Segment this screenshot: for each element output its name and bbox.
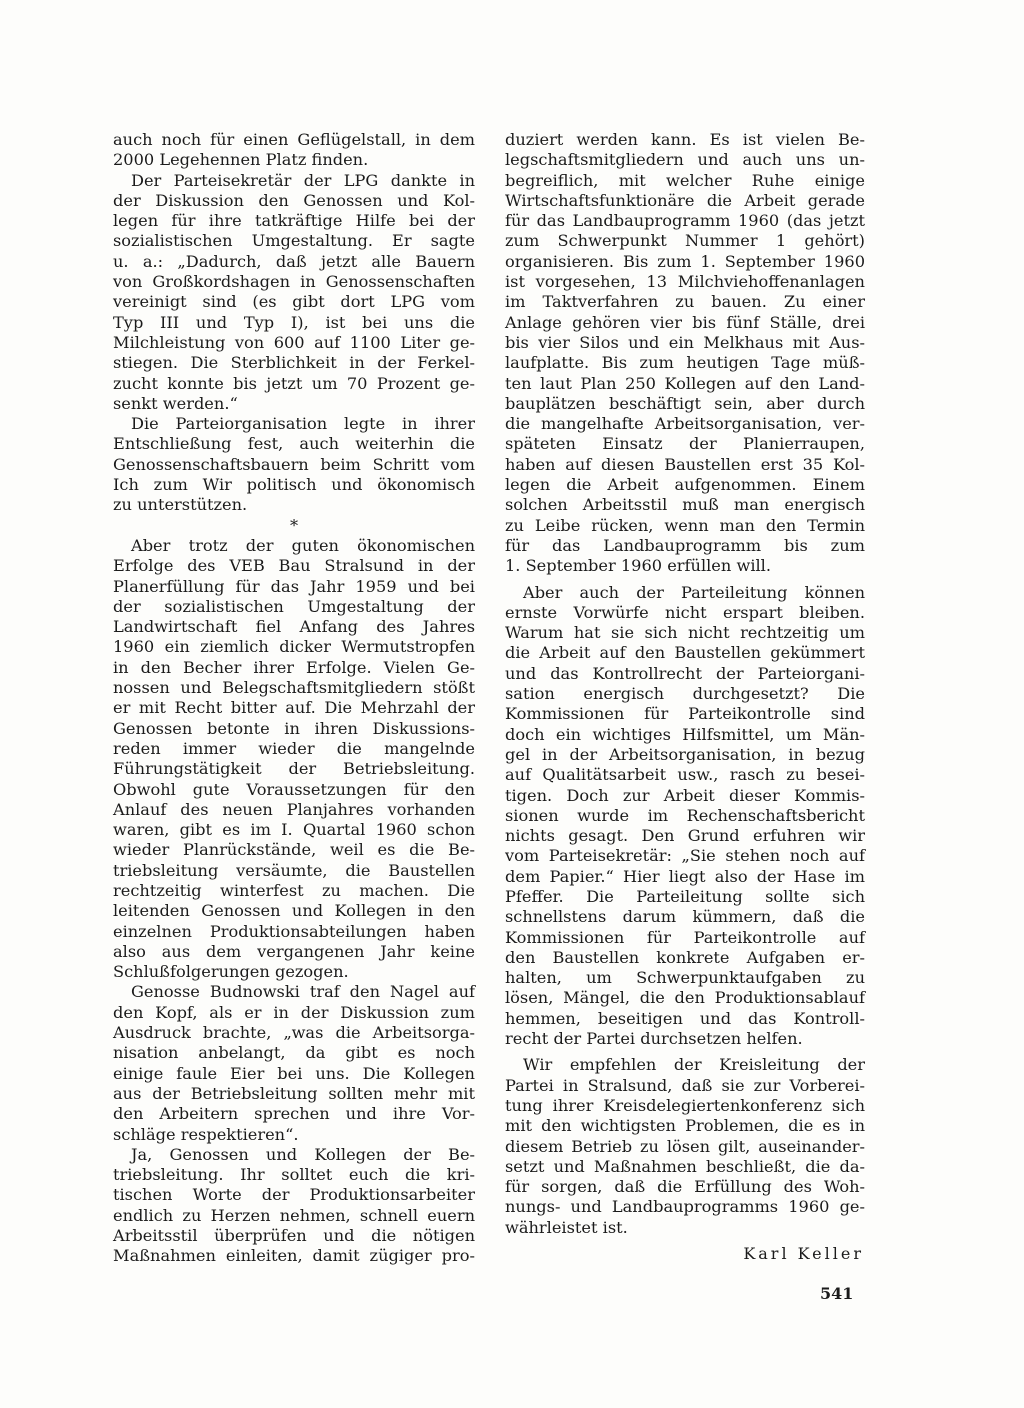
text-line: zucht konnte bis jetzt um 70 Prozent ge-: [113, 373, 475, 393]
text-line: u. a.: „Dadurch, daß jetzt alle Bauern: [113, 251, 475, 271]
text-line: im Taktverfahren zu bauen. Zu einer: [505, 292, 865, 312]
text-line: waren, gibt es im I. Quartal 1960 schon: [113, 820, 475, 840]
text-line: 2000 Legehennen Platz finden.: [113, 150, 369, 170]
text-line: von Großkordshagen in Genossenschaften: [113, 272, 475, 292]
text-line: späteten Einsatz der Planierraupen,: [505, 434, 865, 454]
text-line: hemmen, beseitigen und das Kontroll-: [505, 1008, 865, 1028]
text-line: wieder Planrückstände, weil es die Be-: [113, 840, 475, 860]
text-line: Ausdruck brachte, „was die Arbeitsorga-: [113, 1023, 475, 1043]
text-line: den Arbeitern sprechen und ihre Vor-: [113, 1104, 475, 1124]
text-line: für das Landbauprogramm 1960 (das jetzt: [505, 211, 865, 231]
text-line: bauplätzen beschäftigt sein, aber durch: [505, 393, 865, 413]
text-line: Kommissionen für Parteikontrolle auf: [505, 927, 865, 947]
text-line: Milchleistung von 600 auf 1100 Liter ge-: [113, 332, 475, 352]
text-line: schläge respektieren“.: [113, 1124, 299, 1144]
text-line: nossen und Belegschaftsmitgliedern stößt: [113, 678, 475, 698]
text-line: Erfolge des VEB Bau Stralsund in der: [113, 556, 475, 576]
text-line: leitenden Genossen und Kollegen in den: [113, 901, 475, 921]
text-line: der Diskussion den Genossen und Kol-: [113, 190, 475, 210]
text-line: 1960 ein ziemlich dicker Wermutstropfen: [113, 637, 475, 657]
text-line: Landwirtschaft fiel Anfang des Jahres: [113, 617, 475, 637]
text-line: nisation anbelangt, da gibt es noch: [113, 1043, 475, 1063]
text-line: den Baustellen konkrete Aufgaben er-: [505, 947, 865, 967]
text-line: Kommissionen für Parteikontrolle sind: [505, 704, 865, 724]
text-line: senkt werden.“: [113, 393, 238, 413]
text-line: Partei in Stralsund, daß sie zur Vorberei-: [505, 1075, 865, 1095]
text-line: also aus dem vergangenen Jahr keine: [113, 941, 475, 961]
text-line: er mit Recht bitter auf. Die Mehrzahl der: [113, 698, 475, 718]
text-line: setzt und Maßnahmen beschließt, die da-: [505, 1156, 865, 1176]
text-line: solchen Arbeitsstil muß man energisch: [505, 495, 865, 515]
author-signature: Karl Keller: [743, 1244, 864, 1263]
text-line: und das Kontrollrecht der Parteiorgani-: [505, 663, 865, 683]
text-line: für sorgen, daß die Erfüllung des Woh-: [505, 1177, 865, 1197]
text-line: zum Schwerpunkt Nummer 1 gehört): [505, 231, 865, 251]
text-line: endlich zu Herzen nehmen, schnell euern: [113, 1205, 475, 1225]
text-line: Anlage gehören vier bis fünf Ställe, drei: [505, 312, 865, 332]
text-line: zu Leibe rücken, wenn man den Termin: [505, 515, 865, 535]
text-line: Wir empfehlen der Kreisleitung der: [523, 1055, 865, 1075]
text-line: schnellstens darum kümmern, daß die: [505, 907, 865, 927]
text-line: bis vier Silos und ein Melkhaus mit Aus-: [505, 332, 865, 352]
text-line: Wirtschaftsfunktionäre die Arbeit gerade: [505, 190, 865, 210]
text-line: sionen wurde im Rechenschaftsbericht: [505, 805, 865, 825]
text-line: auch noch für einen Geflügelstall, in dem: [113, 130, 475, 149]
text-line: triebsleitung versäumte, die Baustellen: [113, 860, 475, 880]
text-line: doch ein wichtiges Hilfsmittel, um Män-: [505, 724, 865, 744]
text-line: reden immer wieder die mangelnde: [113, 738, 475, 758]
text-line: Genossen betonte in ihren Diskussions-: [113, 718, 475, 738]
text-line: einzelnen Produktionsabteilungen haben: [113, 921, 475, 941]
text-line: halten, um Schwerpunktaufgaben zu: [505, 968, 865, 988]
text-line: tigen. Doch zur Arbeit dieser Kommis-: [505, 785, 865, 805]
text-line: vereinigt sind (es gibt dort LPG vom: [113, 292, 475, 312]
text-line: sozialistischen Umgestaltung. Er sagte: [113, 231, 475, 251]
text-line: nungs- und Landbauprogramms 1960 ge-: [505, 1197, 865, 1217]
text-line: triebsleitung. Ihr solltet euch die kri-: [113, 1165, 475, 1185]
text-line: die mangelhafte Arbeitsorganisation, ver-: [505, 414, 865, 434]
text-line: in den Becher ihrer Erfolge. Vielen Ge-: [113, 657, 475, 677]
text-line: Anlauf des neuen Planjahres vorhanden: [113, 799, 475, 819]
text-line: organisieren. Bis zum 1. September 1960: [505, 251, 865, 271]
text-line: diesem Betrieb zu lösen gilt, auseinander-: [505, 1136, 865, 1156]
text-line: den Kopf, als er in der Diskussion zum: [113, 1002, 475, 1022]
text-line: 1. September 1960 erfüllen will.: [505, 556, 771, 576]
text-line: Planerfüllung für das Jahr 1959 und bei: [113, 576, 475, 596]
text-line: Maßnahmen einleiten, damit zügiger pro-: [113, 1246, 475, 1266]
text-line: mit den wichtigsten Problemen, die es in: [505, 1116, 865, 1136]
text-line: nichts gesagt. Den Grund erfuhren wir: [505, 826, 865, 846]
text-line: dem Papier.“ Hier liegt also der Hase im: [505, 866, 865, 886]
text-line: Arbeitsstil überprüfen und die nötigen: [113, 1226, 475, 1246]
text-line: Genosse Budnowski traf den Nagel auf: [131, 982, 475, 1002]
text-line: lösen, Mängel, die den Produktionsablauf: [505, 988, 865, 1008]
text-line: stiegen. Die Sterblichkeit in der Ferkel-: [113, 353, 475, 373]
text-line: Entschließung fest, auch weiterhin die: [113, 434, 475, 454]
text-line: Die Parteiorganisation legte in ihrer: [131, 414, 475, 434]
text-line: zu unterstützen.: [113, 495, 248, 515]
text-line: Aber trotz der guten ökonomischen: [131, 535, 475, 555]
text-line: Ja, Genossen und Kollegen der Be-: [131, 1144, 475, 1164]
text-line: vom Parteisekretär: „Sie stehen noch auf: [505, 846, 865, 866]
text-line: Aber auch der Parteileitung können: [523, 582, 865, 602]
text-line: sation energisch durchgesetzt? Die: [505, 684, 865, 704]
text-line: rechtzeitig winterfest zu machen. Die: [113, 880, 475, 900]
text-line: Schlußfolgerungen gezogen.: [113, 962, 349, 982]
text-line: duziert werden kann. Es ist vielen Be-: [505, 130, 865, 149]
text-line: der sozialistischen Umgestaltung der: [113, 596, 475, 616]
text-line: ernste Vorwürfe nicht erspart bleiben.: [505, 602, 865, 622]
text-line: Genossenschaftsbauern beim Schritt vom: [113, 454, 475, 474]
text-line: währleistet ist.: [505, 1217, 628, 1237]
right-text-column: [505, 130, 865, 1238]
text-line: legen für ihre tatkräftige Hilfe bei der: [113, 211, 475, 231]
text-line: Führungstätigkeit der Betriebsleitung.: [113, 759, 475, 779]
text-line: tung ihrer Kreisdelegiertenkonferenz sich: [505, 1095, 865, 1115]
text-line: recht der Partei durchsetzen helfen.: [505, 1029, 803, 1049]
text-line: ten laut Plan 250 Kollegen auf den Land-: [505, 373, 865, 393]
page-number: 541: [820, 1284, 854, 1303]
text-line: für das Landbauprogramm bis zum: [505, 535, 865, 555]
text-line: tischen Worte der Produktionsarbeiter: [113, 1185, 475, 1205]
text-line: ist vorgesehen, 13 Milchviehoffenanlagen: [505, 272, 865, 292]
text-line: einige faule Eier bei uns. Die Kollegen: [113, 1063, 475, 1083]
text-line: Ich zum Wir politisch und ökonomisch: [113, 475, 475, 495]
text-line: begreiflich, mit welcher Ruhe einige: [505, 170, 865, 190]
text-line: Pfeffer. Die Parteileitung sollte sich: [505, 886, 865, 906]
left-text-column: [113, 130, 475, 1267]
text-line: Der Parteisekretär der LPG dankte in: [131, 170, 475, 190]
text-line: Obwohl gute Voraussetzungen für den: [113, 779, 475, 799]
text-line: auf Qualitätsarbeit usw., rasch zu besei-: [505, 765, 865, 785]
text-line: legschaftsmitgliedern und auch uns un-: [505, 150, 865, 170]
text-line: Typ III und Typ I), ist bei uns die: [113, 312, 475, 332]
text-line: Warum hat sie sich nicht rechtzeitig um: [505, 623, 865, 643]
text-line: aus der Betriebsleitung sollten mehr mit: [113, 1083, 475, 1103]
section-separator: *: [289, 515, 299, 535]
text-line: haben auf diesen Baustellen erst 35 Kol-: [505, 454, 865, 474]
text-line: laufplatte. Bis zum heutigen Tage müß-: [505, 353, 865, 373]
text-line: gel in der Arbeitsorganisation, in bezug: [505, 744, 865, 764]
text-line: die Arbeit auf den Baustellen gekümmert: [505, 643, 865, 663]
text-line: legen die Arbeit aufgenommen. Einem: [505, 475, 865, 495]
